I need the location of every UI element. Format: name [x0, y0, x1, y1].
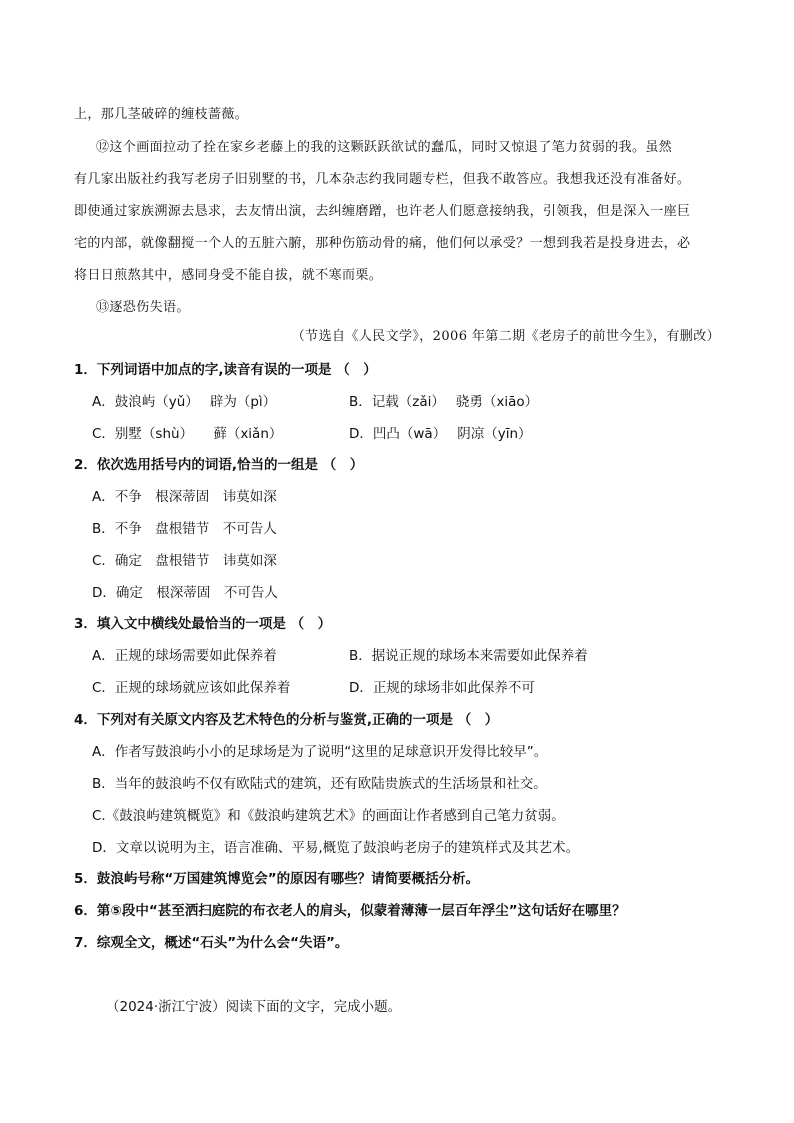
option-c: C．正规的球场就应该如此保养着: [92, 680, 291, 696]
passage-line: 这个画面拉动了拴在家乡老藤上的我的这颗跃跃欲试的蠢瓜，同时又惊退了笔力贫弱的我。虽然: [109, 140, 673, 155]
passage-line: 宅的内部，就像翻搅一个人的五脏六腑，那种伤筋动骨的痛，他们何以承受？一想到我若是投身进去，必: [74, 236, 691, 251]
option-d: D．文章以说明为主，语言准确、平易,概览了鼓浪屿老房子的建筑样式及其艺术。: [92, 840, 580, 856]
question-stem: 6．第⑤段中“甚至洒扫庭院的布衣老人的肩头，似蒙着薄薄一层百年浮尘”这句话好在哪里？: [74, 903, 626, 919]
option-b: B．记载（zǎi） 骁勇（xiāo）: [349, 394, 539, 410]
passage-line: 逐恐伤失语。: [109, 300, 190, 315]
paragraph-12-first-line: [96, 136, 672, 155]
option-c: C．确定 盘根错节 讳莫如深: [92, 553, 277, 569]
option-d: D．确定 根深蒂固 不可告人: [92, 585, 278, 601]
option-c: C.《鼓浪屿建筑概览》和《鼓浪屿建筑艺术》的画面让作者感到自己笔力贫弱。: [92, 808, 565, 824]
passage-line: 有几家出版社约我写老房子旧别墅的书，几本杂志约我同题专栏，但我不敢答应。我想我还没有准备好。: [74, 172, 691, 187]
question-stem: 4．下列对有关原文内容及艺术特色的分析与鉴赏,正确的一项是 （ ）: [74, 712, 499, 728]
passage-line: 即使通过家族溯源去恳求，去友情出演，去纠缠磨蹭，也许老人们愿意接纳我，引领我，但是深入一座巨: [74, 204, 691, 219]
option-a: A．作者写鼓浪屿小小的足球场是为了说明“这里的足球意识开发得比较早”。: [92, 744, 548, 760]
question-stem: 2．依次选用括号内的词语,恰当的一组是 （ ）: [74, 457, 364, 473]
option-b: B．据说正规的球场本来需要如此保养着: [349, 648, 588, 664]
paragraph-number: ⑬: [96, 300, 110, 315]
question-stem: 5．鼓浪屿号称“万国建筑博览会”的原因有哪些？请简要概括分析。: [74, 871, 480, 887]
source-citation: （节选自《人民文学》，2006 年第二期《老房子的前世今生》，有删改）: [291, 329, 720, 344]
paragraph-number: ⑫: [96, 140, 110, 155]
option-a: A．正规的球场需要如此保养着: [92, 648, 277, 664]
option-a: A．鼓浪屿（yǔ） 辟为（pì）: [92, 394, 277, 410]
option-c: C．别墅（shù） 藓（xiǎn）: [92, 426, 283, 442]
option-d: D．正规的球场非如此保养不可: [349, 680, 535, 696]
question-stem: 1．下列词语中加点的字,读音有误的一项是 （ ）: [74, 362, 377, 378]
option-b: B．不争 盘根错节 不可告人: [92, 521, 277, 537]
paragraph-13: [96, 296, 190, 315]
question-stem: 7．综观全文，概述“石头”为什么会“失语”。: [74, 935, 349, 951]
option-d: D．凹凸（wā） 阴凉（yīn）: [349, 426, 532, 442]
next-section-heading: （2024·浙江宁波）阅读下面的文字，完成小题。: [106, 999, 402, 1015]
question-stem: 3．填入文中横线处最恰当的一项是 （ ）: [74, 616, 332, 632]
option-a: A．不争 根深蒂固 讳莫如深: [92, 489, 277, 505]
option-b: B．当年的鼓浪屿不仅有欧陆式的建筑，还有欧陆贵族式的生活场景和社交。: [92, 776, 547, 792]
passage-line: 上，那几茎破碎的缠枝蔷薇。: [74, 107, 249, 122]
passage-line: 将日日煎熬其中，感同身受不能自拔，就不寒而栗。: [74, 268, 383, 283]
